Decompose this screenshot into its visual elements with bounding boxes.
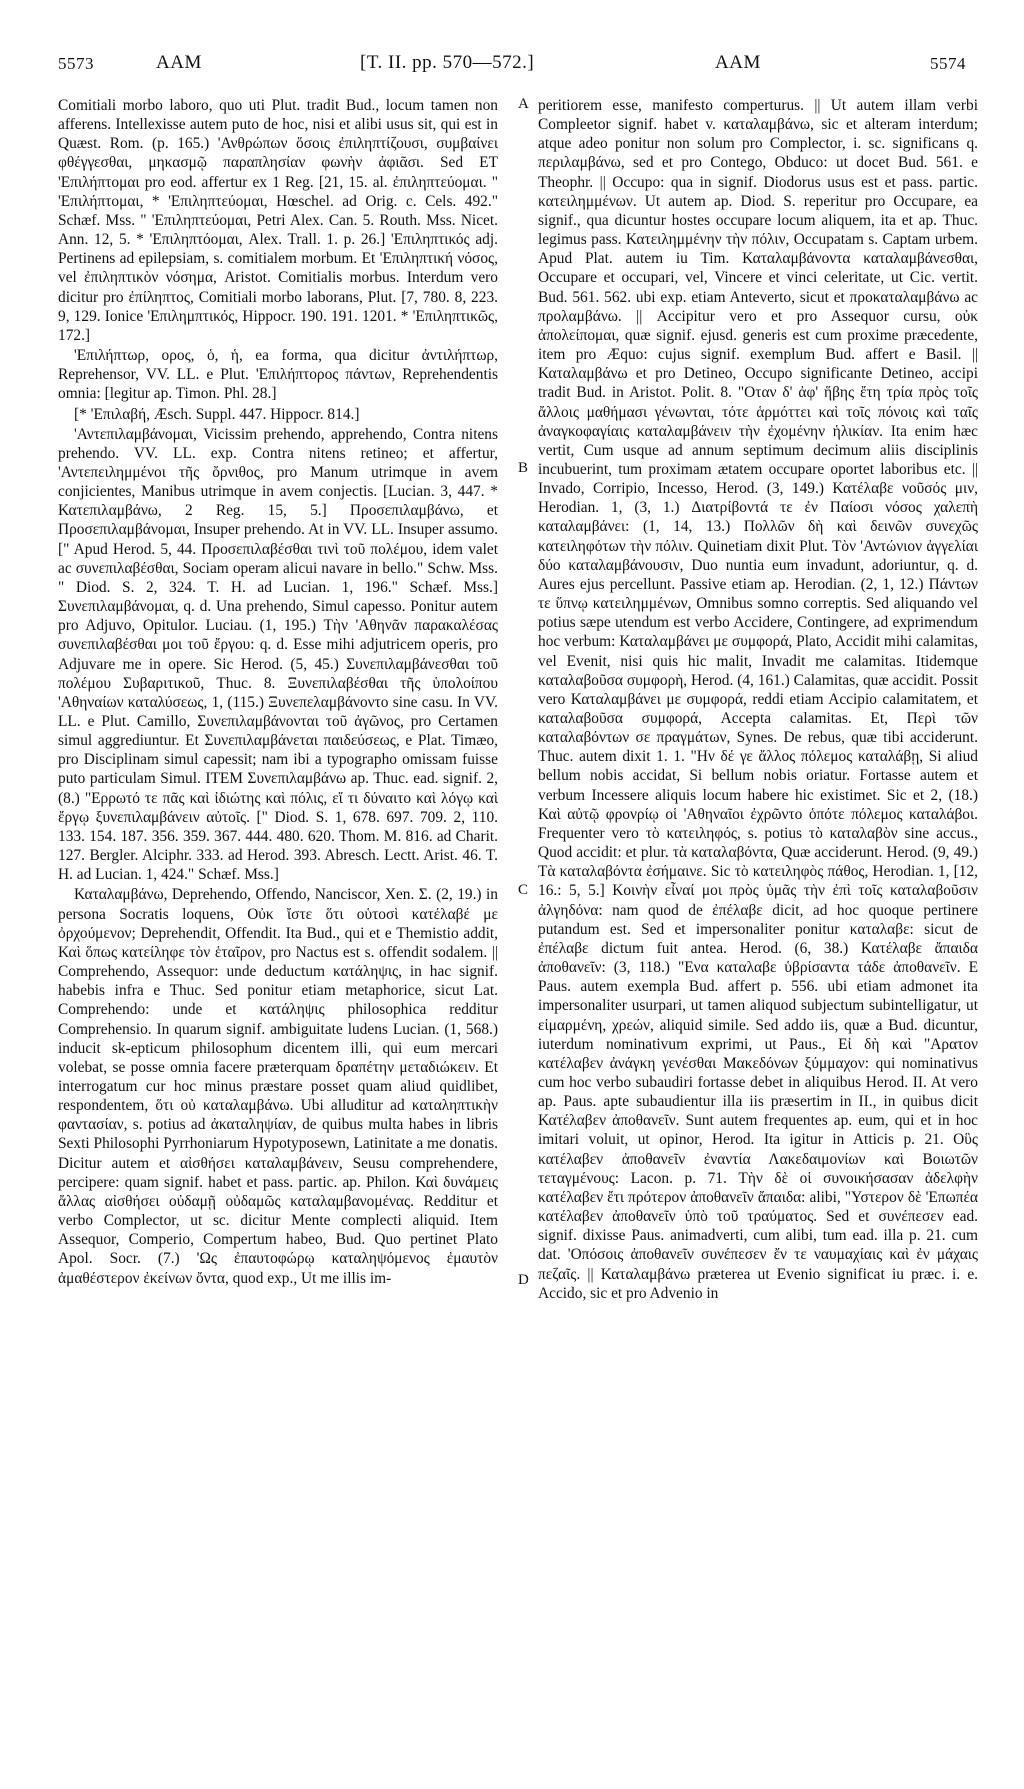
running-header <box>58 52 966 92</box>
right-column <box>538 96 978 1776</box>
entry-katalambano: Καταλαμβάνω, Deprehendo, Offendo, Nanciscor, Xen. Σ. (2, 19.) in persona Socratis loquens, Οὐκ ἴστε ὅτι οὑτοσὶ κατέλαβέ με ὀρχούμενον; Deprehendit, Offendit. Ita Bud., qui et e Themistio addit, Καὶ ὅπως κατείληφε τὸν ἑταῖρον, pro Nactus est s. offendit sodalem. || Comprehendo, Assequor: unde deductum κατάληψις, in hac signif. habebis infra e Thuc. Sed ponitur etiam metaphorice, sicut Lat. Comprehendo: unde et κατάληψις philosophica redditur Comprehensio. In quarum signif. ambiguitate ludens Lucian. (1, 568.) inducit sk-epticum philosophum dicentem illi, qui eum mercari volebat, se posse omnia facere præterquam δραπέτην μεταδιώκειν. Et interrogatum cur hoc minus præstare posset quam aliud quidlibet, respondentem, ὅτι οὐ καταλαμβάνω. Ubi alluditur ad καταληπτικὴν φαντασίαν, s. potius ad ἀκαταληψίαν, de quibus multa habes in libris Sexti Philosophi Pyrrhoniarum Hypotyposewn, Latinitate a me donatis. Dicitur autem et αἰσθήσει καταλαμβάνειν, Seusu comprehendere, percipere: quam signif. habet et pass. partic. ap. Philon. Καὶ δυνάμεις ἄλλας αἰσθήσει οὐδαμῇ οὐδαμῶς καταλαμβανομένας. Redditur et verbo Complector, ut sc. dicitur Mente complecti aliquid. Item Assequor, Comperio, Compertum habeo, Bud. Quo pertinet Plato Apol. Socr. (7.) 'Ως ἐπαυτοφώρῳ καταληψόμενος ἐμαυτὸν ἀμαθέστερον ἐκείνων ὄντα, quod exp., Ut me illis im- <box>58 886 498 1287</box>
volume-reference: [T. II. pp. 570—572.] <box>360 52 535 73</box>
entry-epilabe: [* 'Επιλαβή, Æsch. Suppl. 447. Hippocr. 814.] <box>74 405 360 423</box>
margin-mark-d: D <box>518 1272 529 1288</box>
entry-katalambano-continued: peritiorem esse, manifesto comperturus. || Ut autem illam verbi Compleetor signif. habet v. καταλαμβάνω, sic et alteram interdum; atque adeo ponitur non solum pro Complector, i. sc. significans q. περιλαμβάνω, sed et pro Contego, Obduco: ut docet Bud. 561. e Theophr. || Occupo: qua in signif. Diodorus usus est et pass. partic. κατειλημμένων. Ut autem ap. Diod. S. reperitur pro Occupare, ea signif., qua dicuntur hostes occupare locum aliquem, ita et ap. Thuc. legimus pass. Κατειλημμένην τὴν πόλιν, Occupatam s. Captam urbem. Apud Plat. autem iu Tim. Καταλαμβάνοντα καταλαμβάνεσθαι, Occupare et occupari, vel, Vincere et vinci celeritate, ut Cic. vertit. Bud. 561. 562. ubi exp. etiam Anteverto, sicut et προκαταλαμβάνω ac προλαμβάνω. || Accipitur vero et pro Assequor cursu, οὐκ ἀπολείπομαι, quæ signif. ejusd. generis est cum proxime præcedente, item pro Æquo: cujus signif. exemplum Bud. affert e Basil. || Καταλαμβάνω et pro Detineo, Occupo significante Detineo, accipi tradit Bud. in Aristot. Polit. 8. "Οταν δ' ἀφ' ἥβης ἔτη τρία πρὸς τοῖς ἄλλοις μαθήμασι γένωνται, τότε ἁρμόττει καὶ τοῖς πόνοις καὶ ταῖς ἀναγκοφαγίαις καταλαμβάνειν τὴν ἐχομένην ἡλικίαν. Ita enim hæc vertit, Cum usque ad annum septimum decimum aliis disciplinis incubuerint, tum proximam ætatem occupare oportet laboribus etc. || Invado, Corripio, Incesso, Herod. (3, 149.) Κατέλαβε νοῦσός μιν, Herodian. 1, (3, 1.) Διατρίβοντά τε ἐν Παίοσι νόσος χαλεπὴ καταλαμβάνει: (1, 14, 13.) Πολλῶν δὴ καὶ δεινῶν συνεχῶς κατειληφότων τὴν πόλιν. Quinetiam dixit Plut. Τὸν 'Αντώνιον ἀγγελίαι δύο καταλαμβάνουσιν, Duo nuntia eum invadunt, adoriuntur, q. d. Aures ejus percellunt. Passive etiam ap. Herodian. (2, 1, 12.) Πάντων τε ὕπνῳ κατειλημμένων, Omnibus somno correptis. Sed aliquando vel potius sæpe utendum est verbo Accidere, Contingere, ad exprimendum hoc verbum: Καταλαμβάνει με συμφορά, Plato, Accidit mihi calamitas, vel Evenit, nisi quis hic malit, Invadit me calamitas. Itidemque καταλαβοῦσα συμφορὴ, Herod. (4, 161.) Calamitas, quæ accidit. Possit vero Καταλαμβάνει με συμφορά, reddi etiam Accipio calamitatem, et καταλαβοῦσα συμφορά, Accepta calamitas. Et, Περὶ τῶν καταλαβόντων σε πραγμάτων, Synes. De rebus, quæ tibi acciderunt. Thuc. autem dixit 1. 1. "Ην δέ γε ἄλλος πόλεμος καταλάβῃ, Si aliud bellum nobis accidat, Si bellum nobis oriatur. Fortasse autem et verbum Incessere aliquis locum habere hic existimet. Sic et 2, (18.) Καὶ αὐτῷ φρονρίῳ οἱ 'Αθηναῖοι ἐχρῶντο ὁπότε πόλεμος καταλάβοι. Frequenter vero τὸ κατειληφός, s. potius τὸ καταλαβὸν sine accus., Quod accidit: et plur. τὰ καταλαβόντα, Quæ acciderunt. Herod. (9, 49.) Τὰ καταλαβόντα ἐσήμαινε. Sic τὸ κατειληφὸς πάθος, Herodian. 1, [12, 16.: 5, 5.] Κοινὴν εἶναί μοι πρὸς ὑμᾶς τὴν ἐπὶ τοῖς καταλαβοῦσιν ἀλγηδόνα: nam quod de ἐπέλαβε dicit, ad hoc quoque pertinere putandum est. Sed et impersonaliter ponitur καταλαβε: sicut de ἐπέλαβε dictum fuit antea. Herod. (6, 38.) Κατέλαβε ἄπαιδα ἀποθανεῖν: (3, 118.) "Ενα καταλαβε ὑβρίσαντα τάδε ἀποθανεῖν. E Paus. autem exempla Bud. affert p. 556. ubi etiam admonet ita impersonaliter usurpari, ut tamen aliquod subjectum subintelligatur, ut εἱμαρμένη, χρεών, aliquid simile. Sed addo iis, quæ a Bud. dicuntur, iuterdum nominativum exprimi, ut Paus., Εἰ δὴ καὶ "Αρατον κατέλαβεν ἀνάγκη γενέσθαι Μακεδόνων ξύμμαχον: qui nominativus cum hoc verbo subaudiri fortasse debet in aliquibus Herod. II. At vero ap. Paus. apte subaudientur illa iis præsertim in II., in quibus dicit Κατέλαβεν ἀποθανεῖν. Sunt autem frequentes ap. eum, qui et in hoc imitari voluit, ut opinor, Herod. Ita igitur in Atticis p. 21. Οὓς κατέλαβεν ἀποθανεῖν ἐναντία Λακεδαιμονίων καὶ Βοιωτῶν τεταγμένους: Lacon. p. 71. Τὴν δὲ οἱ συνοικήσασαν ἀδελφὴν κατέλαβεν ἔτι πρότερον ἀποθανεῖν ἄπαιδα: alibi, "Υστερον δὲ 'Επωπέα κατέλαβεν ἀποθανεῖν ὑπὸ τοῦ τραύματος. Sed et συνέπεσεν ead. signif. dixisse Paus. animadverti, cum alibi, tum ead. illa p. 21. cum dat. 'Οπόσοις ἀποθανεῖν συνέπεσεν ἔν τε ναυμαχίαις καὶ ἐν μάχαις πεζαῖς. || Καταλαμβάνω præterea ut Evenio significat iu præc. i. e. Accido, sic et pro Advenio in <box>538 97 978 1302</box>
headword-right: AAM <box>715 52 761 73</box>
page-number-right: 5574 <box>930 54 966 73</box>
entry-antepilambanomai: 'Αντεπιλαμβάνομαι, Vicissim prehendo, apprehendo, Contra nitens prehendo. VV. LL. exp. Contra nitens retineo; et affertur, 'Αντεπειλημμένοι τῆς ὄρνιθος, pro Manum utrimque in avem conjicientes, Manibus utrimque in avem conjectis. [Lucian. 3, 447. * Κατεπιλαμβάνω, 2 Reg. 15, 5.] Προσεπιλαμβάνω, et Προσεπιλαμβάνομαι, Insuper prehendo. At in VV. LL. Insuper assumo. [" Apud Herod. 5, 44. Προσεπιλαβέσθαι τινὶ τοῦ πολέμου, idem valet ac συνεπιλαβέσθαι, Sociam operam alicui navare in bello." Schw. Mss. " Diod. S. 2, 324. T. H. ad Lucian. 1, 196." Schæf. Mss.] Συνεπιλαμβάνομαι, q. d. Una prehendo, Simul capesso. Ponitur autem pro Adjuvo, Opitulor. Luciau. (1, 195.) Τὴν 'Αθηνᾶν παρακαλέσας συνεπιλαβέσθαι μοι τοῦ ἔργου: q. d. Esse mihi adjutricem operis, pro Adjuvare me in opere. Sic Herod. (5, 45.) Συνεπιλαμβάνεσθαι τοῦ πολέμου Συβαριτικοῦ, Thuc. 8. Ξυνεπιλαβέσθαι τῆς ὑπολοίπου 'Αθηναίων καταλύσεως, 1, (115.) Ξυνεπελαμβάνοντο sine casu. In VV. LL. e Plut. Camillo, Συνεπιλαμβάνονται τοῦ ἀγῶνος, pro Certamen simul aggrediuntur. Et Συνεπιλαμβάνεται παιδεύσεως, e Plat. Timæo, pro Disciplinam simul capessit; nam ibi a typographo omissam fuisse puto particulam Simul. ITEM Συνεπιλαμβάνω ap. Thuc. ead. signif. 2, (8.) "Ερρωτό τε πᾶς καὶ ἰδιώτης καὶ πόλις, εἴ τι δύναιτο καὶ λόγῳ καὶ ἔργῳ ξυνεπιλαμβάνειν αὐτοῖς. [" Diod. S. 1, 678. 697. 709. 2, 110. 133. 154. 187. 356. 359. 367. 444. 480. 620. Thom. M. 816. ad Charit. 127. Bergler. Alciphr. 333. ad Herod. 393. Abresch. Lectt. Arist. 46. T. H. ad Lucian. 1, 424." Schæf. Mss.] <box>58 425 498 884</box>
headword-left: AAM <box>156 52 202 73</box>
margin-mark-c: C <box>518 882 529 898</box>
entry-epileptikos: Comitiali morbo laboro, quo uti Plut. tradit Bud., locum tamen non afferens. Intellexisse autem puto de hoc, nisi et alibi usus sit, qui est in Quæst. Rom. (p. 165.) 'Ανθρώπων ὅσοις ἐπιληπτίζουσι, συμβαίνει φθέγγεσθαι, μηκασμῷ παραπλησίαν φωνὴν ἀφιᾶσι. Sed ET 'Επιλήπτομαι pro eod. affertur ex 1 Reg. [21, 15. al. ἐπιληπτεύομαι. " 'Επιλήπτομαι, * 'Επιληπτεύομαι, Hœschel. ad Orig. c. Cels. 492." Schæf. Mss. " 'Επιληπτεύομαι, Petri Alex. Can. 5. Routh. Mss. Nicet. Ann. 12, 5. * 'Επιληπτόομαι, Alex. Trall. 1. p. 26.] 'Επιληπτικός adj. Pertinens ad epilepsiam, s. comitialem morbum. Et 'Επιληπτική νόσος, vel ἐπιληπτικὸν νόσημα, Aristot. Comitialis morbus. Interdum vero dicitur pro ἐπίληπτος, Comitiali morbo laborans, Plut. [7, 780. 8, 223. 9, 129. Ionice 'Επιλημπτικός, Hippocr. 190. 191. 1201. * 'Επιληπτικῶς, 172.] <box>58 97 498 344</box>
margin-mark-b: B <box>518 460 529 476</box>
entry-epileptor: 'Επιλήπτωρ, ορος, ὁ, ἡ, ea forma, qua dicitur ἀντιλήπτωρ, Reprehensor, VV. LL. e Plut. 'Επιλήπτορος πάντων, Reprehendentis omnia: [legitur ap. Timon. Phl. 28.] <box>58 347 498 403</box>
left-column <box>58 96 498 1776</box>
margin-mark-a: A <box>518 96 529 112</box>
page-number-left: 5573 <box>58 54 94 73</box>
